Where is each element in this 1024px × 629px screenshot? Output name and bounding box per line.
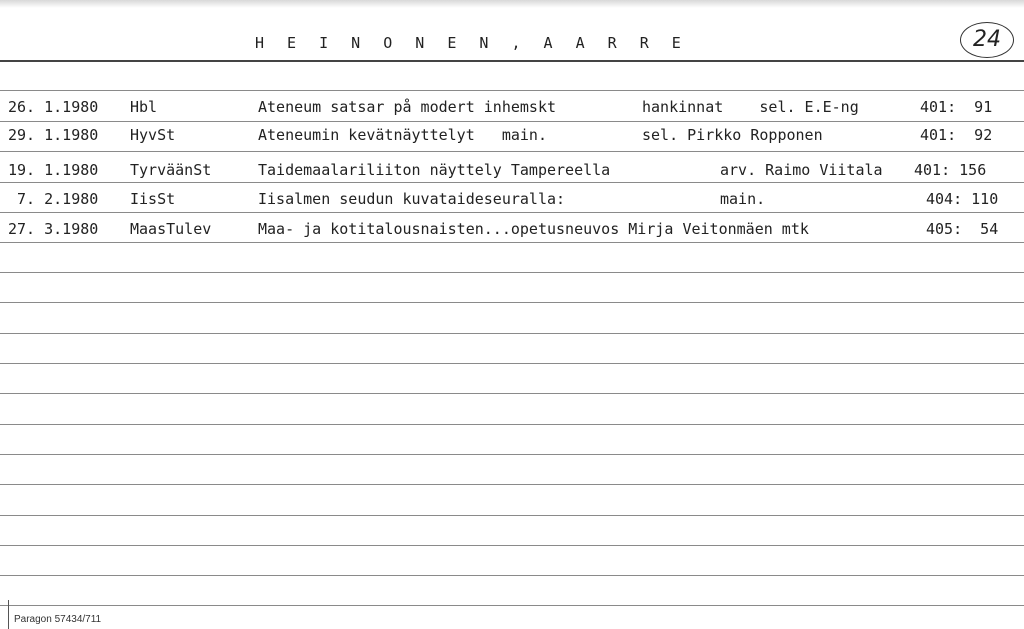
entry-row bbox=[0, 161, 1024, 183]
entry-ref: 401: 156 bbox=[914, 161, 987, 179]
margin-line bbox=[8, 600, 9, 629]
ruled-line bbox=[0, 363, 1024, 364]
ruled-line bbox=[0, 424, 1024, 425]
entry-extra: main. bbox=[720, 190, 766, 208]
entry-source: TyrväänSt bbox=[130, 161, 212, 179]
printer-footer: Paragon 57434/711 bbox=[14, 614, 102, 625]
entry-date: 26. 1.1980 bbox=[8, 98, 99, 116]
entry-title: Iisalmen seudun kuvataideseuralla: bbox=[258, 190, 566, 208]
entry-row bbox=[0, 98, 1024, 120]
entry-title: Taidemaalariliiton näyttely Tampereella bbox=[258, 161, 611, 179]
entry-ref: 405: 54 bbox=[926, 220, 999, 238]
ruled-line bbox=[0, 302, 1024, 303]
ruled-line bbox=[0, 454, 1024, 455]
entry-source: HyvSt bbox=[130, 126, 176, 144]
entry-date: 7. 2.1980 bbox=[8, 190, 99, 208]
entry-date: 29. 1.1980 bbox=[8, 126, 99, 144]
entry-source: Hbl bbox=[130, 98, 158, 116]
ruled-line bbox=[0, 182, 1024, 183]
entry-ref: 401: 92 bbox=[920, 126, 993, 144]
entry-date: 19. 1.1980 bbox=[8, 161, 99, 179]
ruled-line bbox=[0, 242, 1024, 243]
entry-source: MaasTulev bbox=[130, 220, 212, 238]
ruled-line bbox=[0, 90, 1024, 91]
entry-extra: sel. Pirkko Ropponen bbox=[642, 126, 823, 144]
ruled-line bbox=[0, 151, 1024, 152]
entry-row bbox=[0, 220, 1024, 242]
header-rule bbox=[0, 60, 1024, 62]
ruled-line bbox=[0, 545, 1024, 546]
ruled-line bbox=[0, 393, 1024, 394]
entry-title: Ateneumin kevätnäyttelyt main. bbox=[258, 126, 547, 144]
ruled-line bbox=[0, 272, 1024, 273]
ruled-line bbox=[0, 212, 1024, 213]
card-number-stamp: 24 bbox=[960, 22, 1014, 58]
scan-edge bbox=[0, 0, 1024, 8]
ruled-line bbox=[0, 333, 1024, 334]
entry-ref: 404: 110 bbox=[926, 190, 999, 208]
ruled-line bbox=[0, 515, 1024, 516]
entry-extra: hankinnat sel. E.E-ng bbox=[642, 98, 859, 116]
ruled-line bbox=[0, 605, 1024, 606]
ruled-line bbox=[0, 575, 1024, 576]
entry-row bbox=[0, 190, 1024, 212]
entry-row bbox=[0, 126, 1024, 148]
entry-ref: 401: 91 bbox=[920, 98, 993, 116]
ruled-line bbox=[0, 121, 1024, 122]
entry-date: 27. 3.1980 bbox=[8, 220, 99, 238]
entry-extra: arv. Raimo Viitala bbox=[720, 161, 883, 179]
entry-title: Maa- ja kotitalousnaisten...opetusneuvos Mirja Veitonmäen mtk bbox=[258, 220, 809, 238]
ruled-line bbox=[0, 484, 1024, 485]
card-name-heading: H E I N O N E N , A A R R E bbox=[255, 34, 688, 52]
entry-title: Ateneum satsar på modert inhemskt bbox=[258, 98, 557, 116]
entry-source: IisSt bbox=[130, 190, 176, 208]
